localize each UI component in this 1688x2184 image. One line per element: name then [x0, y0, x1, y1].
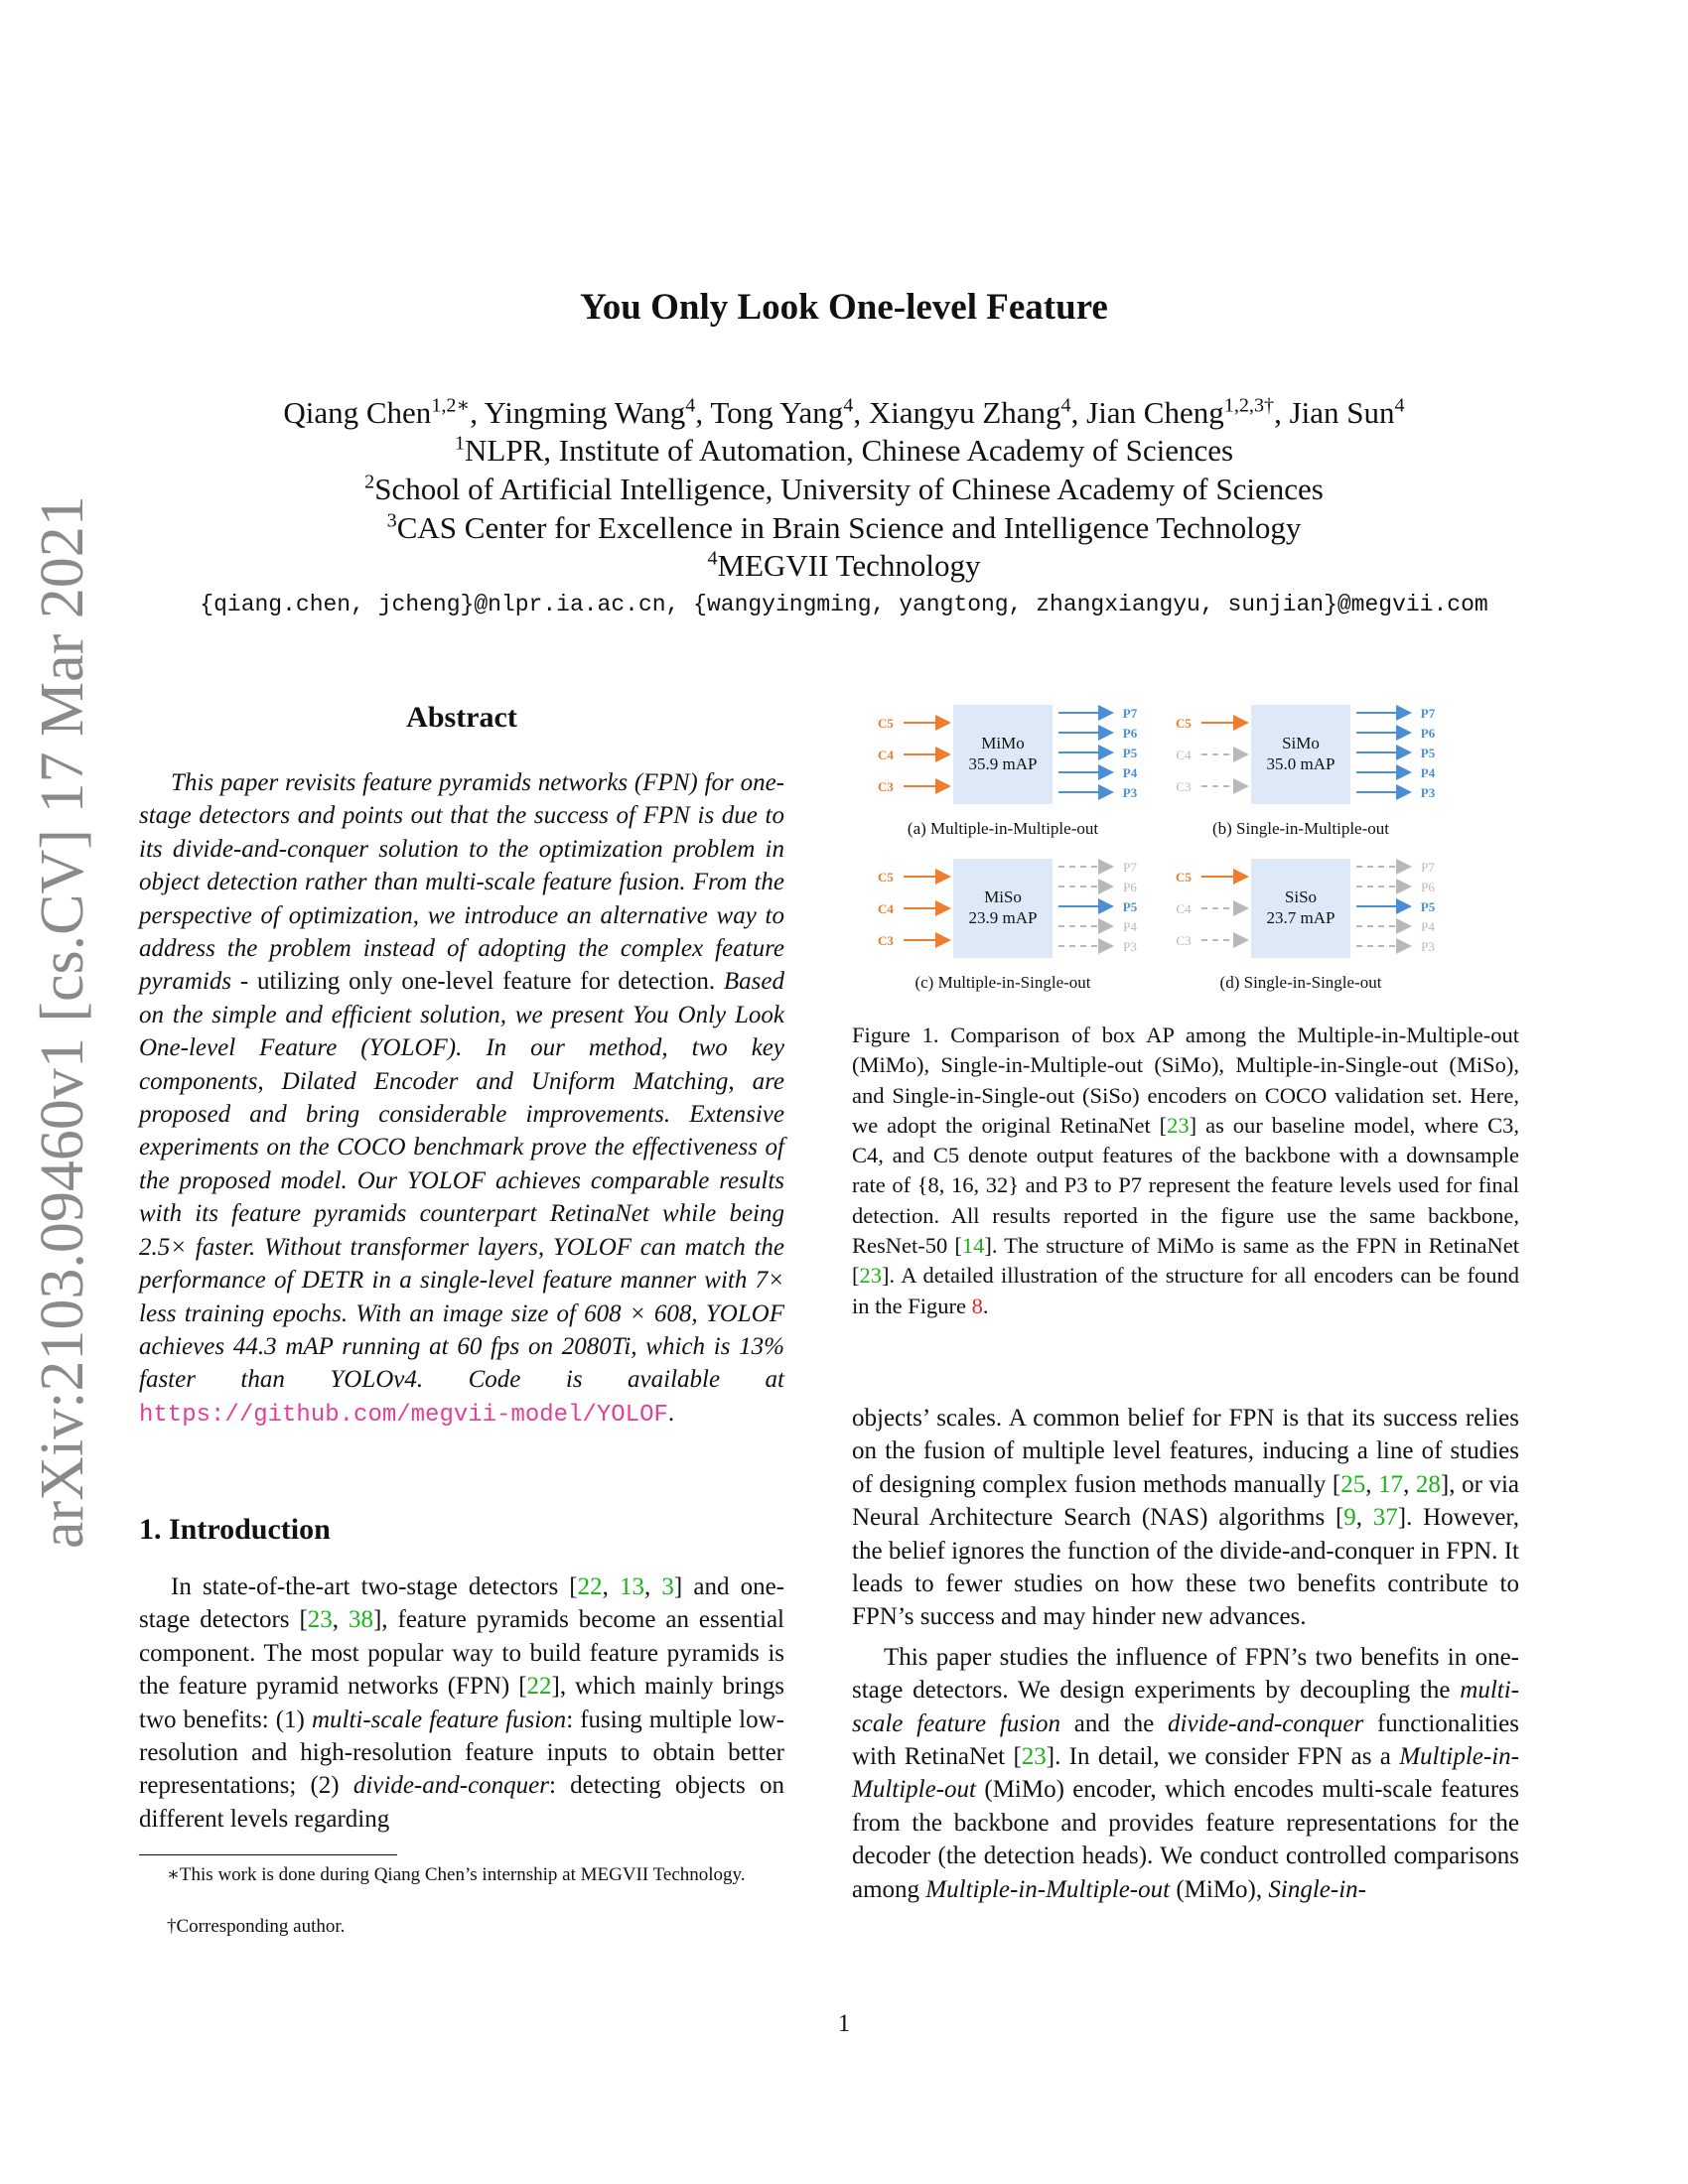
encoder-map: 35.0 mAP: [1266, 754, 1336, 773]
output-label: P3: [1421, 939, 1435, 954]
affiliation: $^2$School of Artificial Intelligence, University of Chinese Academy of Sciences: [364, 471, 1324, 506]
figure-panel: [878, 859, 1138, 992]
paper-title: You Only Look One-level Feature: [580, 287, 1108, 328]
author: Yingming Wang$^4$: [484, 394, 696, 430]
input-label: C4: [878, 748, 894, 762]
output-label: P3: [1420, 785, 1436, 800]
input-label: C5: [1176, 716, 1192, 731]
panel-caption: (a) Multiple-in-Multiple-out: [907, 819, 1099, 838]
output-label: P5: [1122, 899, 1138, 914]
input-label: C3: [878, 933, 894, 948]
abstract-heading: Abstract: [406, 701, 517, 734]
output-label: P3: [1123, 939, 1137, 954]
input-label: C5: [1176, 870, 1192, 885]
input-label: C3: [878, 779, 894, 794]
intro-heading: 1. Introduction: [139, 1513, 331, 1546]
output-label: P6: [1420, 726, 1436, 741]
abstract-body: This paper revisits feature pyramids networks (FPN) for one-stage detectors and points out that the success of FPN is due to its divide-and-conquer solution to the optimization problem in object detection rather than multi-scale feature fusion. From the perspective of optimization, we introduce an alternative way to address the problem instead of adopting the complex feature pyramids - utilizing only one-level feature for detection. Based on the simple and efficient solution, we present You Only Look One-level Feature (YOLOF). In our method, two key components, Dilated Encoder and Uniform Matching, are proposed and bring considerable improvements. Extensive experiments on the COCO benchmark prove the effectiveness of the proposed model. Our YOLOF achieves comparable results with its feature pyramids counterpart RetinaNet while being 2.5× faster. Without transformer layers, YOLOF can match the performance of DETR in a single-level feature manner with 7× less training epochs. With an image size of 608 × 608, YOLOF achieves 44.3 mAP running at 60 fps on 2080Ti, which is 13% faster than YOLOv4. Code is available at https://github.com/megvii-model/YOLOF.: [139, 769, 784, 1429]
panel-caption: (c) Multiple-in-Single-out: [914, 973, 1091, 992]
citation-link[interactable]: 23: [1167, 1112, 1190, 1138]
input-label: C4: [1176, 901, 1192, 916]
output-label: P7: [1123, 860, 1137, 875]
encoder-map: 23.9 mAP: [968, 908, 1038, 927]
output-label: P5: [1122, 746, 1138, 760]
panel-caption: (d) Single-in-Single-out: [1219, 973, 1382, 992]
encoder-map: 35.9 mAP: [968, 754, 1038, 773]
figure-panel: [1176, 859, 1436, 992]
output-label: P7: [1420, 706, 1436, 721]
affiliation: $^1$NLPR, Institute of Automation, Chinese Academy of Sciences: [454, 432, 1234, 468]
author: Qiang Chen$^{1,2∗}$: [283, 394, 471, 430]
affiliation: $^3$CAS Center for Excellence in Brain Science and Intelligence Technology: [386, 509, 1302, 545]
citation-link[interactable]: 28: [1415, 1470, 1441, 1498]
encoder-label: SiMo: [1282, 734, 1320, 752]
input-label: C5: [878, 716, 894, 731]
citation-link[interactable]: 38: [348, 1606, 373, 1634]
output-label: P5: [1420, 746, 1436, 760]
affiliation: $^4$MEGVII Technology: [707, 547, 981, 583]
author: Xiangyu Zhang$^4$: [868, 394, 1071, 430]
input-label: C4: [878, 901, 894, 916]
citation-link[interactable]: 22: [526, 1673, 552, 1701]
encoder-label: SiSo: [1284, 887, 1318, 906]
citation-link[interactable]: 9: [1343, 1504, 1356, 1532]
encoder-map: 23.7 mAP: [1266, 908, 1336, 927]
output-label: P6: [1122, 726, 1138, 741]
panel-caption: (b) Single-in-Multiple-out: [1211, 819, 1390, 838]
output-label: P7: [1122, 706, 1138, 721]
citation-link[interactable]: 14: [961, 1233, 985, 1259]
citation-link[interactable]: 22: [577, 1573, 603, 1600]
footnote-rule: [139, 1854, 397, 1855]
arxiv-stamp: arXiv:2103.09460v1 [cs.CV] 17 Mar 2021: [29, 495, 96, 1549]
output-label: P4: [1420, 765, 1436, 780]
footnote: ∗This work is done during Qiang Chen’s internship at MEGVII Technology.: [167, 1864, 746, 1885]
encoder-label: MiSo: [984, 887, 1022, 906]
output-label: P4: [1421, 919, 1435, 934]
citation-link[interactable]: 17: [1378, 1470, 1404, 1498]
figure-panel: [878, 705, 1138, 838]
citation-link[interactable]: 3: [661, 1573, 674, 1600]
output-label: P3: [1122, 785, 1138, 800]
input-label: C4: [1176, 748, 1192, 762]
figure-1-diagram: [864, 695, 1519, 1011]
figure-1-caption: Figure 1. Comparison of box AP among the Multiple-in-Multiple-out (MiMo), Single-in-Multiple-out (SiMo), Multiple-in-Single-out (MiSo), and Single-in-Single-out (SiSo) encoders on COCO validation set. Here, we adopt the original RetinaNet [23] as our baseline model, where C3, C4, and C5 denote output features of the backbone with a downsample rate of {8, 16, 32} and P3 to P7 represent the feature levels used for final detection. All results reported in the figure use the same backbone, ResNet-50 [14]. The structure of MiMo is same as the FPN in RetinaNet [23]. A detailed illustration of the structure for all encoders can be found in the Figure 8.: [852, 1023, 1519, 1318]
citation-link[interactable]: 37: [1372, 1504, 1398, 1532]
code-link[interactable]: https://github.com/megvii-model/YOLOF: [139, 1401, 668, 1429]
citation-link[interactable]: 25: [1340, 1470, 1366, 1498]
author: Jian Sun$^4$: [1289, 394, 1405, 430]
author-list: Qiang Chen$^{1,2∗}$, Yingming Wang$^4$, Tong Yang$^4$, Xiangyu Zhang$^4$, Jian Cheng$^{1,2,3\dagger}$, Jian Sun$^4$: [283, 394, 1405, 430]
page-number: 1: [837, 2010, 851, 2037]
citation-link[interactable]: 23: [1021, 1743, 1047, 1771]
encoder-label: MiMo: [981, 734, 1025, 752]
right-column-body: objects’ scales. A common belief for FPN is that its success relies on the fusion of multiple level features, inducing a line of studies of designing complex fusion methods manually [25, 17, 28], or via Neural Architecture Search (NAS) algorithms [9, 37]. However, the belief ignores the function of the divide-and-conquer in FPN. It leads to fewer studies on how these two benefits contribute to FPN’s success and may hinder new advances. This paper studies the influence of FPN’s two benefits in one-stage detectors. We design experiments by decoupling the multi-scale feature fusion and the divide-and-conquer functionalities with RetinaNet [23]. In detail, we consider FPN as a Multiple-in-Multiple-out (MiMo) encoder, which encodes multi-scale features from the backbone and provides feature representations for the decoder (the detection heads). We conduct controlled comparisons among Multiple-in-Multiple-out (MiMo), Single-in-: [852, 1405, 1520, 1903]
author: Jian Cheng$^{1,2,3\dagger}$: [1086, 394, 1275, 430]
footnote: †Corresponding author.: [167, 1916, 346, 1937]
output-label: P5: [1420, 899, 1436, 914]
input-label: C3: [1176, 933, 1192, 948]
output-label: P4: [1122, 765, 1138, 780]
author: Tong Yang$^4$: [710, 394, 854, 430]
citation-link[interactable]: 23: [859, 1263, 882, 1289]
input-label: C5: [878, 870, 894, 885]
output-label: P6: [1421, 880, 1435, 894]
output-label: P4: [1123, 919, 1137, 934]
figure-reference-link[interactable]: 8: [971, 1293, 983, 1318]
input-label: C3: [1176, 779, 1192, 794]
intro-body: In state-of-the-art two-stage detectors [22, 13, 3] and one-stage detectors [23, 38], feature pyramids become an essential component. The most popular way to build feature pyramids is the feature pyramid networks (FPN) [22], which mainly brings two benefits: (1) multi-scale feature fusion: fusing multiple low-resolution and high-resolution feature inputs to obtain better representations; (2) divide-and-conquer: detecting objects on different levels regarding: [139, 1573, 785, 1833]
citation-link[interactable]: 13: [620, 1573, 645, 1600]
figure-panel: [1176, 705, 1436, 838]
author-emails: {qiang.chen, jcheng}@nlpr.ia.ac.cn, {wangyingming, yangtong, zhangxiangyu, sunjian}@megvii.com: [200, 592, 1488, 617]
output-label: P7: [1421, 860, 1435, 875]
citation-link[interactable]: 23: [307, 1606, 333, 1634]
output-label: P6: [1123, 880, 1137, 894]
